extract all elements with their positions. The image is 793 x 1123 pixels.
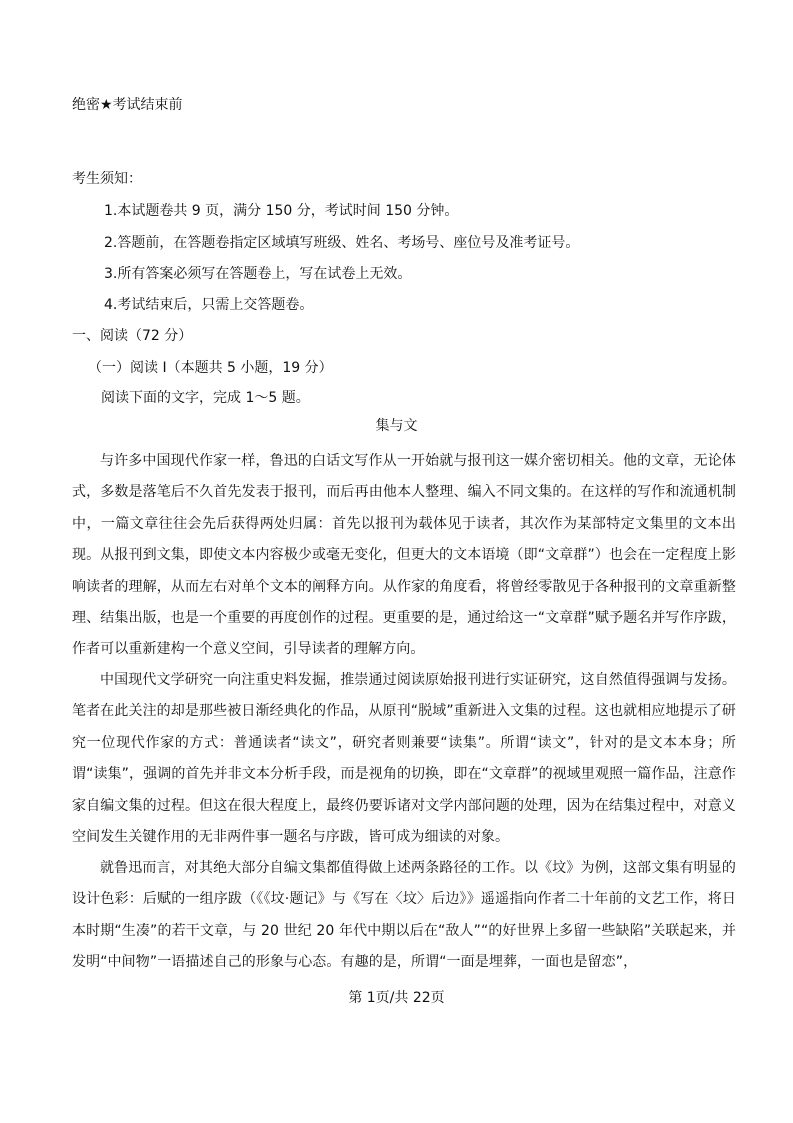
notice-item: 3.所有答案必须写在答题卷上，写在试卷上无效。	[104, 266, 412, 282]
article-paragraph: 中国现代文学研究一向注重史料发掘，推崇通过阅读原始报刊进行实证研究，这自然值得强调与发扬。笔者在此关注的却是那些被日渐经典化的作品，从原刊“脱域”重新进入文集的过程。这也就相应地提示了研究一位现代作家的方式：普通读者“读文”，研究者则兼要“读集”。所谓“读文”，针对的是文本本身；所谓“读集”，强调的首先并非文本分析手段，而是视角的切换，即在“文章群”的视域里观照一篇作品，注意作家自编文集的过程。但这在很大程度上，最终仍要诉诸对文学内部问题的处理，因为在结集过程中，对意义空间发生关键作用的无非两件事一题名与序跋，皆可成为细读的对象。	[72, 672, 736, 846]
notice-item: 4.考试结束后，只需上交答题卷。	[104, 297, 314, 313]
section-title: 一、阅读（72 分）	[72, 328, 193, 344]
notice-item: 2.答题前，在答题卷指定区域填写班级、姓名、考场号、座位号及准考证号。	[104, 235, 580, 251]
article-paragraph: 与许多中国现代作家一样，鲁迅的白话文写作从一开始就与报刊这一媒介密切相关。他的文章，无论体式，多数是落笔后不久首先发表于报刊，而后再由他本人整理、编入不同文集的。在这样的写作和流通机制中，一篇文章往往会先后获得两处归属：首先以报刊为载体见于读者，其次作为某部特定文集里的文本出现。从报刊到文集，即使文本内容极少或毫无变化，但更大的文本语境（即“文章群”）也会在一定程度上影响读者的理解，从而左右对单个文本的阐释方向。从作家的角度看，将曾经零散见于各种报刊的文章重新整理、结集出版，也是一个重要的再度创作的过程。更重要的是，通过给这一“文章群”赋予题名并写作序跋，作者可以重新建构一个意义空间，引导读者的理解方向。	[72, 453, 736, 658]
page-indicator: 第 1页/共 22页	[348, 990, 445, 1006]
subsection-title: （一）阅读 I（本题共 5 小题，19 分）	[88, 360, 333, 376]
notice-title: 考生须知：	[72, 171, 142, 187]
article-title: 集与文	[375, 418, 418, 434]
notice-item: 1.本试题卷共 9 页，满分 150 分，考试时间 150 分钟。	[104, 203, 459, 219]
article-paragraph: 就鲁迅而言，对其绝大部分自编文集都值得做上述两条路径的工作。以《坟》为例，这部文集有明显的设计色彩：后赋的一组序跋（《《坟·题记》与《写在〈坟〉后边》》遥遥指向作者二十年前的文艺工作，将日本时期“生凑”的若干文章，与 20 世纪 20 年代中期以后在“敌人”“的好世界上多留一些缺陷”关联起来，并发明“中间物”一语描述自己的形象与心态。有趣的是，所谓“一面是埋葬，一面也是留恋”，	[72, 860, 736, 971]
reading-instruction: 阅读下面的文字，完成 1～5 题。	[101, 390, 310, 406]
confidential-label: 绝密★考试结束前	[72, 97, 183, 113]
